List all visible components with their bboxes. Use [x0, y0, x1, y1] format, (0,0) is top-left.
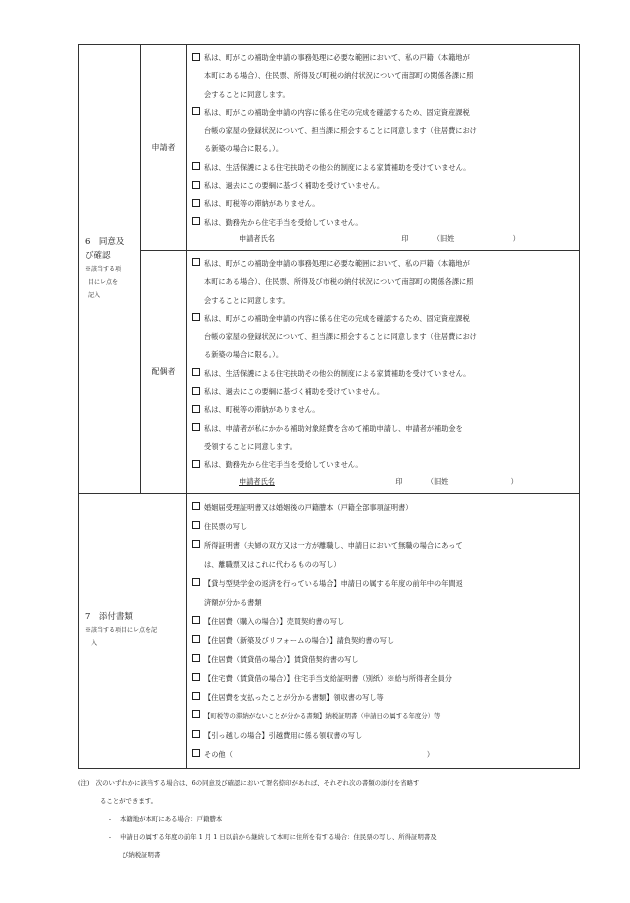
applicant-row: [79, 45, 580, 251]
spouse-consent-item-text: 私は、町がこの補助金申請の事務処理に必要な範囲において、私の戸籍（本籍地が: [204, 258, 470, 268]
maiden-name-label: （旧姓: [426, 476, 449, 486]
applicant-consent-item-text: 私は、過去にこの要綱に基づく補助を受けていません。: [204, 181, 385, 191]
checkbox[interactable]: [192, 673, 200, 681]
applicant-consent-item: [191, 104, 575, 122]
attachment-item: [191, 669, 575, 688]
spouse-consent-item-text: 私は、生活保護による住宅扶助その他公的制度による家賃補助を受けていません。: [204, 368, 471, 378]
checkbox[interactable]: [192, 313, 200, 321]
checkbox[interactable]: [192, 405, 200, 413]
checkbox[interactable]: [192, 730, 200, 738]
checkbox[interactable]: [192, 181, 200, 189]
checkbox[interactable]: [192, 749, 200, 757]
spouse-consent-item: [191, 328, 575, 346]
application-form-table: [78, 44, 580, 769]
attachment-item: [191, 555, 575, 574]
spouse-consent-item: [191, 273, 575, 291]
attachment-item-text: 【住居費（新築及びリフォームの場合）】請負契約書の写し: [204, 635, 395, 645]
applicant-consent-item-text: る新築の場合に限る。）。: [204, 144, 284, 154]
spouse-consent-item: [191, 420, 575, 438]
attachment-item: [191, 517, 575, 536]
attachment-item: [191, 726, 575, 745]
checkbox[interactable]: [192, 578, 200, 586]
applicant-consent-item: [191, 195, 575, 213]
applicant-consent-item-text: 私は、町がこの補助金申請の事務処理に必要な範囲において、私の戸籍（本籍地が: [204, 53, 470, 62]
spouse-consent-item-text: 私は、町がこの補助金申請の内容に係る住宅の完成を確認するため、固定資産課税: [204, 313, 470, 323]
checkbox[interactable]: [192, 616, 200, 624]
attachments-list: [187, 493, 580, 768]
spouse-consent-item-text: 本町にある場合）、住民票、所得及び市税の納付状況について南部町の関係各課に照: [204, 277, 474, 287]
spouse-consent-item: [191, 383, 575, 401]
footnotes: [78, 774, 580, 864]
attachment-item: [191, 574, 575, 593]
attachment-item-text: 所得証明書（夫婦の双方又は一方が離職し、申請日において無職の場合にあって: [204, 540, 463, 550]
spouse-consent-item: [191, 292, 575, 310]
applicant-consent-item-text: 私は、生活保護による住宅扶助その他公的制度による家賃補助を受けていません。: [204, 162, 471, 172]
applicant-consent-item: [191, 177, 575, 195]
applicant-name-label: 申請者氏名: [239, 233, 275, 243]
checkbox[interactable]: [192, 368, 200, 376]
checkbox[interactable]: [192, 162, 200, 170]
spouse-consent-item-text: 台帳の家屋の登録状況について、担当課に照会することに同意します（住居費におけ: [204, 332, 477, 342]
attachment-item-text: 婚姻届受理証明書又は婚姻後の戸籍謄本（戸籍全部事項証明書）: [204, 502, 413, 512]
spouse-consent-item: [191, 456, 575, 474]
attachments-row: [79, 493, 580, 768]
checkbox[interactable]: [192, 540, 200, 548]
attachment-item-text: 【住宅費（賃貸借の場合）】住宅手当支給証明書（別紙）※給与所得者全員分: [204, 673, 452, 683]
spouse-consent-item-text: 会することに同意します。: [204, 295, 290, 305]
checkbox[interactable]: [192, 258, 200, 266]
attachment-item-text: 【貸与型奨学金の返済を行っている場合】申請日の属する年度の前年中の年間返: [204, 578, 463, 588]
applicant-consent-item-text: 会することに同意します。: [204, 89, 290, 99]
checkbox[interactable]: [192, 53, 200, 61]
form-document: [78, 44, 580, 864]
checkbox[interactable]: [192, 423, 200, 431]
checkbox[interactable]: [192, 199, 200, 207]
spouse-consent-item-text: 受領することに同意します。: [204, 441, 297, 451]
spouse-consent-item-text: る新築の場合に限る。）。: [204, 350, 284, 360]
checkbox[interactable]: [192, 710, 200, 718]
section6-note: ※該当する項 目にレ点を 記入: [85, 266, 122, 300]
spouse-label: 配偶者: [141, 250, 187, 493]
applicant-signature-line: 申請者氏名 印 （旧姓 ）: [191, 232, 575, 246]
spouse-consent-item-text: 私は、勤務先から住宅手当を受給していません。: [204, 460, 363, 470]
attachment-item-text: 住民票の写し: [204, 521, 248, 531]
attachment-item-text: は、離職票又はこれに代わるものの写し）: [204, 559, 341, 569]
spouse-consent-item: [191, 401, 575, 419]
note-main: (注) 次のいずれかに該当する場合は、6の同意及び確認において署名捺印があれば、それぞれ次の書類の添付を省略す ることができます。: [78, 778, 420, 805]
spouse-consent-item-text: 私は、過去にこの要綱に基づく補助を受けていません。: [204, 387, 385, 397]
spouse-consent-item-text: 私は、町税等の滞納がありません。: [204, 405, 320, 415]
spouse-signature-line: 申請者氏名 印 （旧姓 ）: [191, 475, 575, 489]
section6-label: [79, 45, 141, 494]
applicant-consent-item: [191, 140, 575, 158]
applicant-consent-item: [191, 49, 575, 67]
attachment-item: [191, 498, 575, 517]
note-bullet-1: - 本籍地が本町にある場合：戸籍謄本: [108, 814, 223, 823]
attachment-item-text: 【住居費を支払ったことが分かる書類】領収書の写し等: [204, 692, 384, 702]
spouse-consent-item: [191, 310, 575, 328]
attachment-item-text: 済額が分かる書類: [204, 597, 262, 607]
attachment-item: [191, 536, 575, 555]
checkbox[interactable]: [192, 692, 200, 700]
attachment-item-text: 【町税等の滞納がないことが分かる書類】納税証明書（申請日の属する年度分）等: [204, 711, 441, 720]
section7-title: 7 添付書類: [85, 612, 133, 623]
spouse-consent-item: [191, 438, 575, 456]
applicant-label: 申請者: [141, 45, 187, 251]
attachment-item: [191, 593, 575, 612]
attachment-item-text: 【住居費（購入の場合）】売買契約書の写し: [204, 616, 345, 626]
checkbox[interactable]: [192, 460, 200, 468]
applicant-consent-item: [191, 86, 575, 104]
applicant-consent-item-text: 私は、勤務先から住宅手当を受給していません。: [204, 217, 363, 227]
attachment-item-text: 【引っ越しの場合】引越費用に係る領収書の写し: [204, 730, 363, 740]
note-bullet-2: - 申請日の属する年度の前年 1 月 1 日以前から継続して本町に住所を有する場合：住民票の写し、所得証明書及 び納税証明書: [108, 832, 437, 859]
spouse-row: [79, 250, 580, 493]
checkbox[interactable]: [192, 107, 200, 115]
maiden-name-label: （旧姓: [432, 233, 455, 243]
checkbox[interactable]: [192, 635, 200, 643]
applicant-consent-item: [191, 67, 575, 85]
spouse-name-label: 申請者氏名: [239, 476, 275, 486]
seal-mark: 印: [401, 233, 409, 243]
applicant-consent-item-text: 台帳の家屋の登録状況について、担当課に照会することに同意します（住居費におけ: [204, 126, 477, 136]
applicant-consent-item-text: 私は、町税等の滞納がありません。: [204, 199, 320, 209]
checkbox[interactable]: [192, 521, 200, 529]
applicant-consent-item: [191, 159, 575, 177]
spouse-consent-item: [191, 255, 575, 273]
attachment-item-text: その他（ ）: [204, 749, 435, 759]
checkbox[interactable]: [192, 217, 200, 225]
attachment-item-text: 【住居費（賃貸借の場合）】賃貸借契約書の写し: [204, 654, 359, 664]
attachment-item: [191, 612, 575, 631]
section7-label: [79, 493, 187, 768]
section7-note: ※該当する項目にレ点を記 入: [85, 627, 158, 648]
attachment-item: [191, 631, 575, 650]
spouse-consent-item: [191, 365, 575, 383]
spouse-consent-list: [187, 250, 580, 493]
applicant-consent-list: [187, 45, 580, 251]
checkbox[interactable]: [192, 654, 200, 662]
spouse-consent-item: [191, 346, 575, 364]
checkbox[interactable]: [192, 502, 200, 510]
seal-mark: 印: [395, 476, 403, 486]
applicant-consent-item-text: 私は、町がこの補助金申請の内容に係る住宅の完成を確認するため、固定資産課税: [204, 107, 470, 117]
checkbox[interactable]: [192, 387, 200, 395]
attachment-item: [191, 745, 575, 764]
applicant-consent-item: [191, 122, 575, 140]
spouse-consent-item-text: 私は、申請者が私にかかる補助対象経費を含めて補助申請し、申請者が補助金を: [204, 423, 463, 433]
attachment-item: [191, 707, 575, 726]
attachment-item: [191, 650, 575, 669]
attachment-item: [191, 688, 575, 707]
applicant-consent-item: [191, 214, 575, 232]
section6-title: 6 同意及 び確認: [85, 237, 125, 262]
applicant-consent-item-text: 本町にある場合）、住民票、所得及び町税の納付状況について南部町の関係各課に照: [204, 71, 474, 81]
